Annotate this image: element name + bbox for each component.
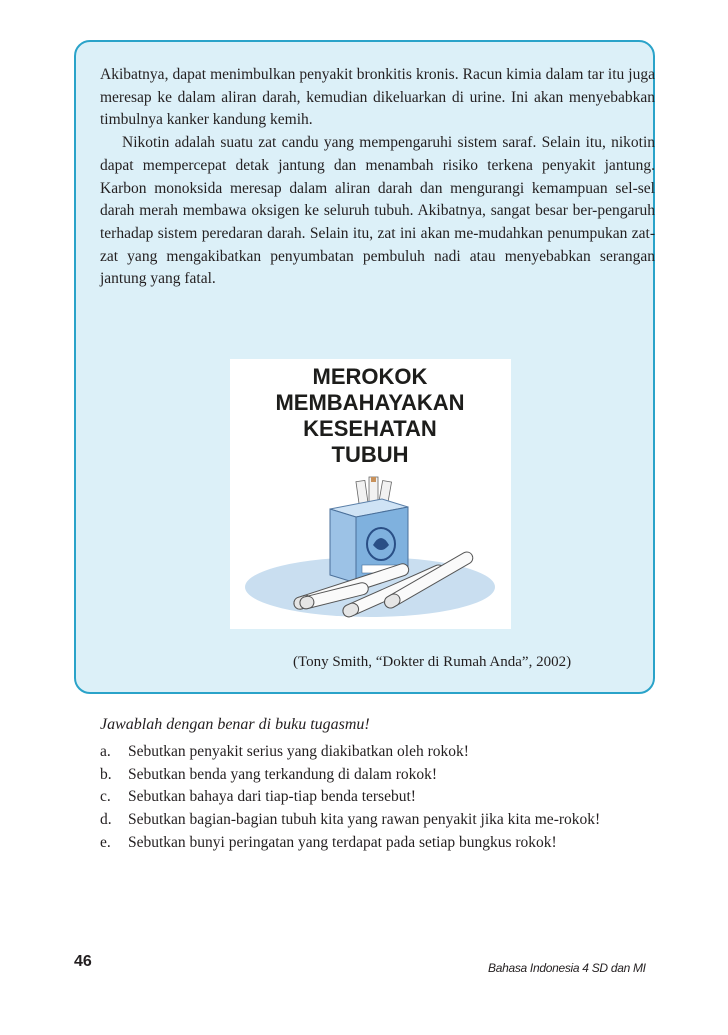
poster-illustration bbox=[230, 359, 511, 629]
passage-paragraph-1: Akibatnya, dapat menimbulkan penyakit bronkitis kronis. Racun kimia dalam tar itu juga meresap ke dalam aliran darah, kemudian dikeluarkan di urine. Ini akan menyebabkan timbulnya kanker kandung kemih. bbox=[100, 66, 655, 129]
page-number: 46 bbox=[74, 953, 92, 970]
question-letter: b. bbox=[100, 765, 112, 783]
poster-line-1: MEROKOK bbox=[312, 364, 428, 389]
list-item bbox=[100, 741, 659, 764]
question-letter: a. bbox=[100, 743, 111, 760]
poster-line-2: MEMBAHAYAKAN bbox=[275, 390, 465, 415]
poster-line-3: KESEHATAN bbox=[303, 416, 437, 441]
question-text: Sebutkan bagian-bagian tubuh kita yang rawan penyakit jika kita me-rokok! bbox=[128, 811, 601, 829]
anti-smoking-poster bbox=[230, 359, 511, 629]
reading-passage bbox=[100, 64, 655, 291]
list-item bbox=[100, 809, 659, 832]
question-letter: e. bbox=[100, 833, 111, 851]
question-letter: c. bbox=[100, 788, 111, 806]
list-item bbox=[100, 764, 659, 787]
question-text: Sebutkan penyakit serius yang diakibatkan oleh rokok! bbox=[128, 743, 469, 760]
question-list bbox=[100, 741, 659, 855]
question-text: Sebutkan bahaya dari tiap-tiap benda tersebut! bbox=[128, 788, 416, 806]
question-text: Sebutkan bunyi peringatan yang terdapat pada setiap bungkus rokok! bbox=[128, 833, 557, 851]
poster-line-4: TUBUH bbox=[331, 442, 409, 467]
figure-caption: (Tony Smith, “Dokter di Rumah Anda”, 2002) bbox=[293, 654, 572, 670]
exercise-instruction: Jawablah dengan benar di buku tugasmu! bbox=[100, 716, 370, 733]
list-item bbox=[100, 786, 659, 809]
passage-paragraph-2: Nikotin adalah suatu zat candu yang mempengaruhi sistem saraf. Selain itu, nikotin dapat mempercepat detak jantung dan menambah risiko terkena penyakit jantung. Karbon monoksida meresap dalam aliran darah dan mengurangi kemampuan sel-sel darah merah membawa oksigen ke seluruh tubuh. Akibatnya, sangat besar ber-pengaruh terhadap sistem peredaran darah. Selain itu, zat ini akan me-mudahkan penumpukan zat-zat yang mengakibatkan penyumbatan pembuluh nadi atau menyebabkan serangan jantung yang fatal. bbox=[100, 134, 655, 288]
list-item bbox=[100, 832, 659, 855]
question-letter: d. bbox=[100, 811, 112, 829]
question-text: Sebutkan benda yang terkandung di dalam rokok! bbox=[128, 765, 438, 783]
book-title: Bahasa Indonesia 4 SD dan MI bbox=[488, 961, 646, 975]
